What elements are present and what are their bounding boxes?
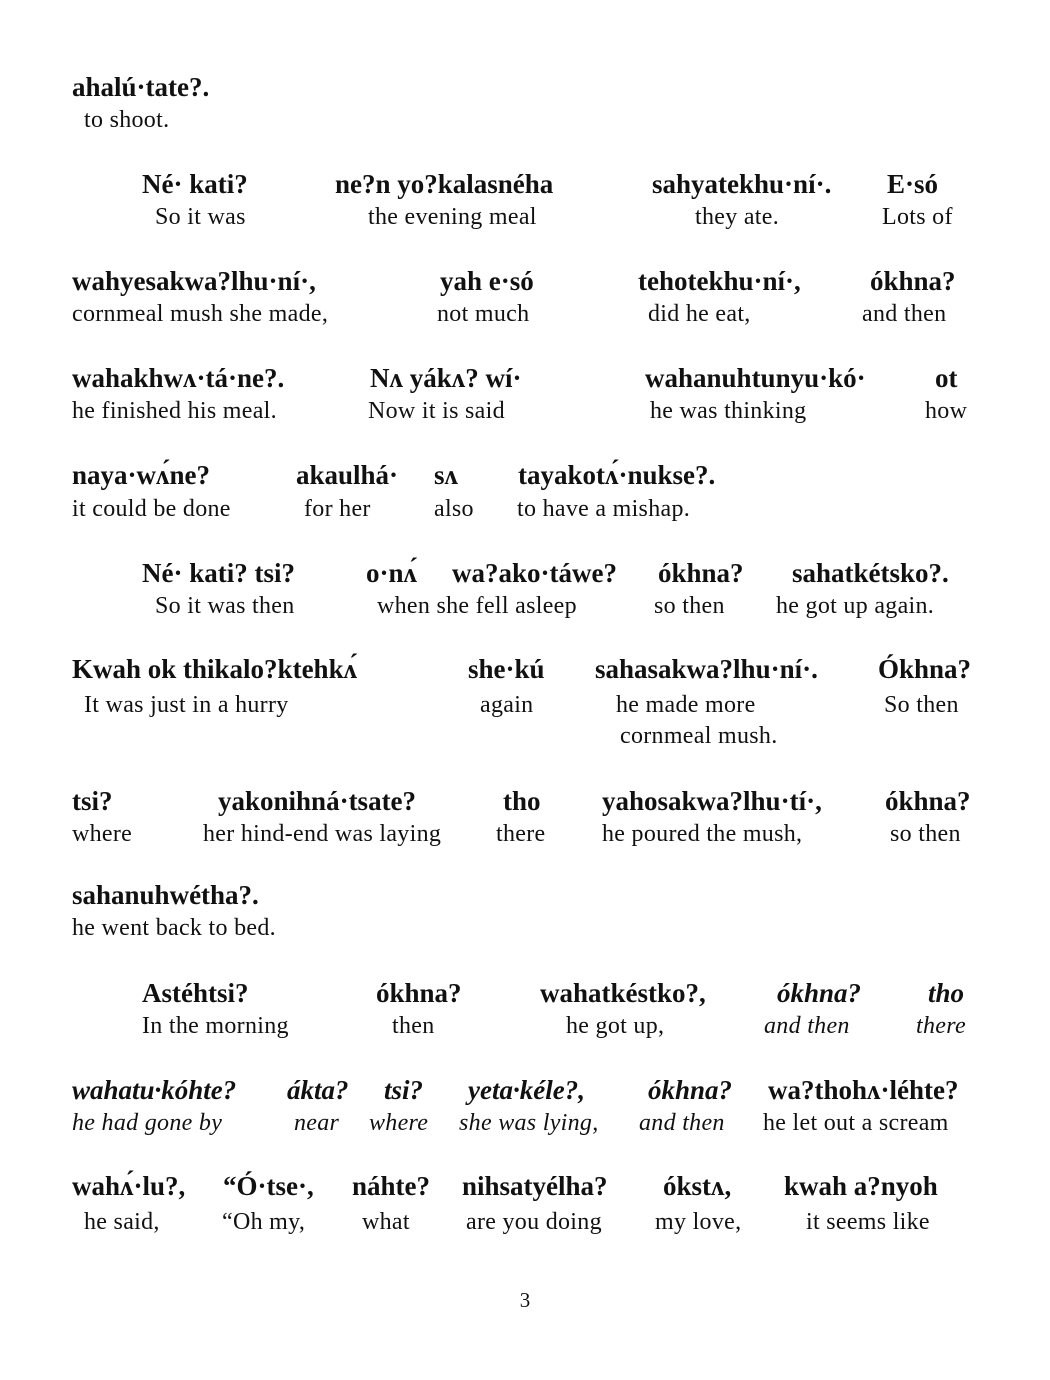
english-gloss: it seems like bbox=[806, 1209, 930, 1235]
english-gloss: where bbox=[72, 821, 133, 847]
english-gloss: he poured the mush, bbox=[602, 821, 803, 847]
english-gloss: and then bbox=[764, 1013, 850, 1039]
english-gloss: not much bbox=[437, 301, 530, 327]
mohawk-word: yahosakwa?lhu·tí·, bbox=[602, 786, 822, 816]
mohawk-word: sʌ bbox=[434, 460, 459, 490]
mohawk-word: yah e·só bbox=[440, 266, 534, 296]
english-gloss: they ate. bbox=[695, 204, 779, 230]
mohawk-word: wahyesakwa?lhu·ní·, bbox=[72, 266, 316, 296]
mohawk-word: wahatu·kóhte? bbox=[72, 1075, 237, 1105]
english-gloss: he let out a scream bbox=[763, 1110, 949, 1136]
english-gloss: when she fell asleep bbox=[377, 593, 577, 619]
english-gloss: to have a mishap. bbox=[517, 496, 691, 522]
mohawk-word: ókhna? bbox=[885, 786, 971, 816]
text-line-11-gloss bbox=[0, 1108, 1050, 1138]
mohawk-word: ókstʌ, bbox=[663, 1171, 732, 1201]
text-line-9-gloss bbox=[0, 913, 1050, 943]
english-gloss: there bbox=[916, 1013, 966, 1039]
mohawk-word: tho bbox=[503, 786, 541, 816]
english-gloss: then bbox=[392, 1013, 435, 1039]
mohawk-word: ákta? bbox=[287, 1075, 349, 1105]
english-gloss: he got up again. bbox=[776, 593, 935, 619]
text-line-7-gloss bbox=[0, 690, 1050, 720]
english-gloss: so then bbox=[890, 821, 961, 847]
text-line-2-words bbox=[0, 169, 1050, 199]
english-gloss: It was just in a hurry bbox=[84, 692, 289, 718]
text-line-6-words bbox=[0, 558, 1050, 588]
text-line-3-gloss bbox=[0, 299, 1050, 329]
english-gloss: cornmeal mush. bbox=[620, 723, 778, 749]
text-line-4-gloss bbox=[0, 396, 1050, 426]
mohawk-word: wahanuhtunyu·kó· bbox=[645, 363, 866, 393]
mohawk-word: wahakhwʌ·tá·ne?. bbox=[72, 363, 285, 393]
text-line-1-gloss bbox=[0, 105, 1050, 135]
mohawk-word: wa?thohʌ·léhte? bbox=[768, 1075, 959, 1105]
text-line-3-words bbox=[0, 266, 1050, 296]
english-gloss: cornmeal mush she made, bbox=[72, 301, 329, 327]
mohawk-word: “Ó·tse·, bbox=[223, 1171, 314, 1201]
mohawk-word: Nʌ yákʌ? wí· bbox=[370, 363, 522, 393]
english-gloss: So it was bbox=[155, 204, 246, 230]
english-gloss: “Oh my, bbox=[222, 1209, 306, 1235]
mohawk-word: Kwah ok thikalo?ktehkʌ́ bbox=[72, 654, 358, 684]
english-gloss: he finished his meal. bbox=[72, 398, 277, 424]
mohawk-word: tho bbox=[928, 978, 965, 1008]
english-gloss: my love, bbox=[655, 1209, 742, 1235]
english-gloss: are you doing bbox=[466, 1209, 602, 1235]
mohawk-word: sahatkétsko?. bbox=[792, 558, 949, 588]
mohawk-word: Ókhna? bbox=[878, 654, 972, 684]
mohawk-word: Né· kati? tsi? bbox=[142, 558, 295, 588]
mohawk-word: Né· kati? bbox=[142, 169, 248, 199]
english-gloss: Lots of bbox=[882, 204, 953, 230]
english-gloss: he got up, bbox=[566, 1013, 665, 1039]
text-line-8-words bbox=[0, 786, 1050, 816]
mohawk-word: ókhna? bbox=[648, 1075, 733, 1105]
mohawk-word: ókhna? bbox=[376, 978, 462, 1008]
english-gloss: again bbox=[480, 692, 534, 718]
mohawk-word: ókhna? bbox=[777, 978, 862, 1008]
text-line-5-gloss bbox=[0, 494, 1050, 524]
text-line-4-words bbox=[0, 363, 1050, 393]
mohawk-word: yeta·kéle?, bbox=[468, 1075, 585, 1105]
mohawk-word: naya·wʌ́ne? bbox=[72, 460, 211, 490]
mohawk-word: wahatkéstko?, bbox=[540, 978, 706, 1008]
english-gloss: near bbox=[294, 1110, 340, 1136]
mohawk-word: tehotekhu·ní·, bbox=[638, 266, 801, 296]
english-gloss: he made more bbox=[616, 692, 756, 718]
english-gloss: So it was then bbox=[155, 593, 295, 619]
text-line-9-words bbox=[0, 880, 1050, 910]
mohawk-word: ne?n yo?kalasnéha bbox=[335, 169, 554, 199]
mohawk-word: Astéhtsi? bbox=[142, 978, 249, 1008]
english-gloss: So then bbox=[884, 692, 959, 718]
mohawk-word: ahalú·tate?. bbox=[72, 72, 210, 102]
mohawk-word: tsi? bbox=[72, 786, 113, 816]
text-line-2-gloss bbox=[0, 202, 1050, 232]
english-gloss: and then bbox=[639, 1110, 725, 1136]
english-gloss: where bbox=[369, 1110, 429, 1136]
mohawk-word: wa?ako·táwe? bbox=[452, 558, 617, 588]
mohawk-word: ókhna? bbox=[870, 266, 956, 296]
mohawk-word: sahyatekhu·ní·. bbox=[652, 169, 832, 199]
mohawk-word: tayakotʌ́·nukse?. bbox=[518, 460, 716, 490]
text-line-10-gloss bbox=[0, 1011, 1050, 1041]
english-gloss: so then bbox=[654, 593, 725, 619]
text-line-6-gloss bbox=[0, 591, 1050, 621]
page-number: 3 bbox=[519, 1288, 531, 1312]
text-line-5-words bbox=[0, 460, 1050, 490]
mohawk-word: sahanuhwétha?. bbox=[72, 880, 259, 910]
english-gloss: there bbox=[496, 821, 546, 847]
text-line-12-gloss bbox=[0, 1207, 1050, 1237]
mohawk-word: yakonihná·tsate? bbox=[218, 786, 417, 816]
text-line-1-words bbox=[0, 72, 1050, 102]
text-line-7-words bbox=[0, 654, 1050, 684]
text-line-8-gloss bbox=[0, 819, 1050, 849]
text-line-11-words bbox=[0, 1075, 1050, 1105]
mohawk-word: tsi? bbox=[384, 1075, 424, 1105]
english-gloss: he had gone by bbox=[72, 1110, 223, 1136]
english-gloss: Now it is said bbox=[368, 398, 505, 424]
english-gloss: the evening meal bbox=[368, 204, 537, 230]
english-gloss: it could be done bbox=[72, 496, 231, 522]
english-gloss: he went back to bed. bbox=[72, 915, 276, 941]
english-gloss: In the morning bbox=[142, 1013, 289, 1039]
mohawk-word: akaulhá· bbox=[296, 460, 399, 490]
text-line-7-gloss-cont bbox=[0, 721, 1050, 751]
english-gloss: her hind-end was laying bbox=[203, 821, 442, 847]
mohawk-word: nihsatyélha? bbox=[462, 1171, 608, 1201]
mohawk-word: E·só bbox=[887, 169, 939, 199]
english-gloss: what bbox=[362, 1209, 410, 1235]
mohawk-word: kwah a?nyoh bbox=[784, 1171, 938, 1201]
english-gloss: for her bbox=[304, 496, 371, 522]
mohawk-word: o·nʌ́ bbox=[366, 558, 418, 588]
english-gloss: did he eat, bbox=[648, 301, 751, 327]
mohawk-word: sahasakwa?lhu·ní·. bbox=[595, 654, 818, 684]
mohawk-word: ot bbox=[935, 363, 958, 393]
english-gloss: she was lying, bbox=[459, 1110, 599, 1136]
english-gloss: to shoot. bbox=[84, 107, 170, 133]
mohawk-word: náhte? bbox=[352, 1171, 431, 1201]
english-gloss: how bbox=[925, 398, 968, 424]
english-gloss: and then bbox=[862, 301, 947, 327]
mohawk-word: ókhna? bbox=[658, 558, 744, 588]
english-gloss: he was thinking bbox=[650, 398, 807, 424]
text-line-12-words bbox=[0, 1171, 1050, 1201]
english-gloss: also bbox=[434, 496, 474, 522]
text-line-10-words bbox=[0, 978, 1050, 1008]
english-gloss: he said, bbox=[84, 1209, 160, 1235]
mohawk-word: she·kú bbox=[468, 654, 545, 684]
mohawk-word: wahʌ́·lu?, bbox=[72, 1171, 186, 1201]
